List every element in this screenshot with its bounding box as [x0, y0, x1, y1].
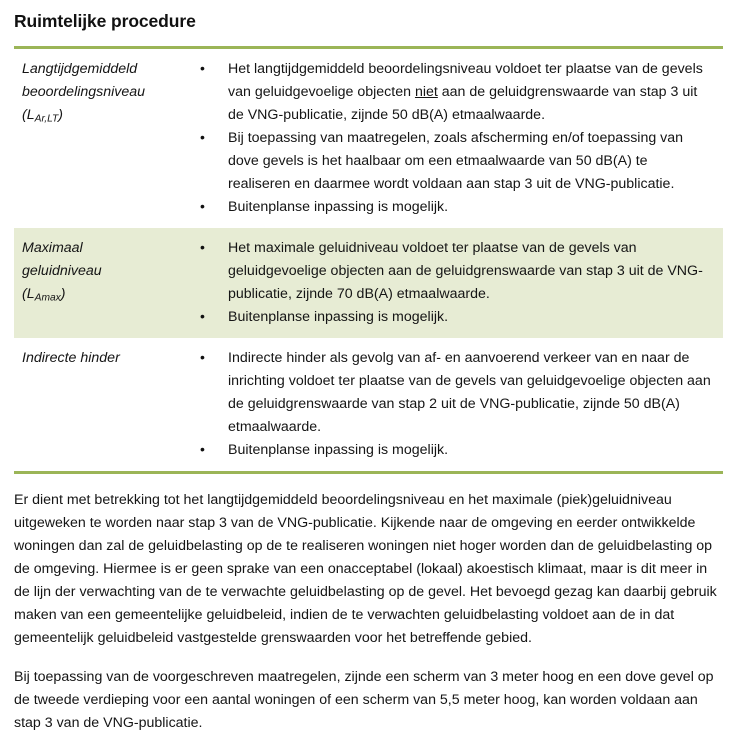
bullet-text: Buitenplanse inpassing is mogelijk. [228, 441, 449, 458]
row-label-symbol [22, 286, 65, 302]
bullet-list [192, 58, 713, 219]
symbol-suffix: ) [58, 106, 64, 123]
bullet-text: Buitenplanse inpassing is mogelijk. [228, 198, 449, 215]
assessment-table [14, 46, 723, 474]
row-label-symbol [22, 107, 63, 123]
bullet-text: Het langtijdgemiddeld beoordelingsniveau voldoet ter plaatse van de gevels van geluidgevoelige objecten [228, 60, 703, 100]
body-paragraph: Er dient met betrekking tot het langtijdgemiddeld beoordelingsniveau en het maximale (piek)geluidniveau uitgeweken te worden naar stap 3 van de VNG-publicatie. Kijkende naar de omgeving en eerder ontwikkelde woningen dan zal de geluidbelasting op de te realiseren woningen niet hoger worden dan de geluidbelasting op de omgeving. Hiermee is er geen sprake van een onacceptabel (lokaal) akoestisch klimaat, maar is dit meer in de lijn der verwachting van de te verwachte geluidbelasting op de gevel. Het bevoegd gezag kan daarbij gebruik maken van een gemeentelijke geluidbeleid, indien de te verwachten geluidbelasting voldoet aan de in dat gemeentelijk geluidbeleid vastgestelde grenswaarden voor het betreffende gebied. [14, 491, 717, 646]
row-label-line: geluidniveau [22, 262, 102, 279]
symbol-prefix: (L [22, 285, 35, 302]
body-paragraph: Bij toepassing van de voorgeschreven maatregelen, zijnde een scherm van 3 meter hoog en een dove gevel op de tweede verdieping voor een aantal woningen of een scherm van 5,5 meter hoog, kan worden voldaan aan stap 3 van de VNG-publicatie. [14, 668, 714, 731]
row-content [192, 49, 723, 228]
symbol-subscript: Amax [34, 292, 61, 304]
row-label [14, 338, 192, 379]
page-title: Ruimtelijke procedure [14, 11, 196, 31]
bullet-item [192, 196, 713, 219]
bullet-text: Indirecte hinder als gevolg van af- en aanvoerend verkeer van en naar de inrichting voldoet ter plaatse van de gevels van geluidgevoelige objecten aan de geluidgrenswaarde van stap 2 uit de VNG-publicatie, zijnde 50 dB(A) etmaalwaarde. [228, 349, 711, 435]
bullet-text-underlined: niet [414, 83, 438, 100]
bullet-text: Buitenplanse inpassing is mogelijk. [228, 308, 449, 325]
bullet-item [192, 237, 713, 306]
row-label-line: Indirecte hinder [22, 349, 120, 366]
row-label-line: beoordelingsniveau [22, 83, 146, 100]
table-row [14, 49, 723, 228]
row-label [14, 49, 192, 137]
row-content [192, 228, 723, 338]
bullet-list [192, 237, 713, 329]
bullet-list [192, 347, 713, 462]
row-label-line: Maximaal [22, 239, 83, 256]
bullet-item [192, 58, 713, 127]
bullet-text: Het maximale geluidniveau voldoet ter plaatse van de gevels van geluidgevoelige objecten aan de geluidgrenswaarde van stap 3 uit de VNG-publicatie, zijnde 70 dB(A) etmaalwaarde. [228, 239, 703, 302]
row-label-line: Langtijdgemiddeld [22, 60, 138, 77]
symbol-suffix: ) [60, 285, 66, 302]
row-content [192, 338, 723, 471]
symbol-prefix: (L [22, 106, 35, 123]
row-label [14, 228, 192, 316]
bullet-item [192, 127, 713, 196]
bullet-text-tail: aan de geluidgrenswaarde van stap 3 uit de VNG-publicatie, zijnde 50 dB(A) etmaalwaarde. [228, 83, 698, 123]
bullet-text: Bij toepassing van maatregelen, zoals afscherming en/of toepassing van dove gevels is het haalbaar om een etmaalwaarde van 50 dB(A) te realiseren en daarmee wordt voldaan aan stap 3 uit de VNG-publicatie. [228, 129, 684, 192]
bullet-item [192, 439, 713, 462]
table-row [14, 338, 723, 471]
bullet-item [192, 347, 713, 439]
body-text-section [14, 474, 723, 735]
symbol-subscript: Ar,LT [34, 113, 59, 125]
bullet-item [192, 306, 713, 329]
table-row [14, 228, 723, 338]
